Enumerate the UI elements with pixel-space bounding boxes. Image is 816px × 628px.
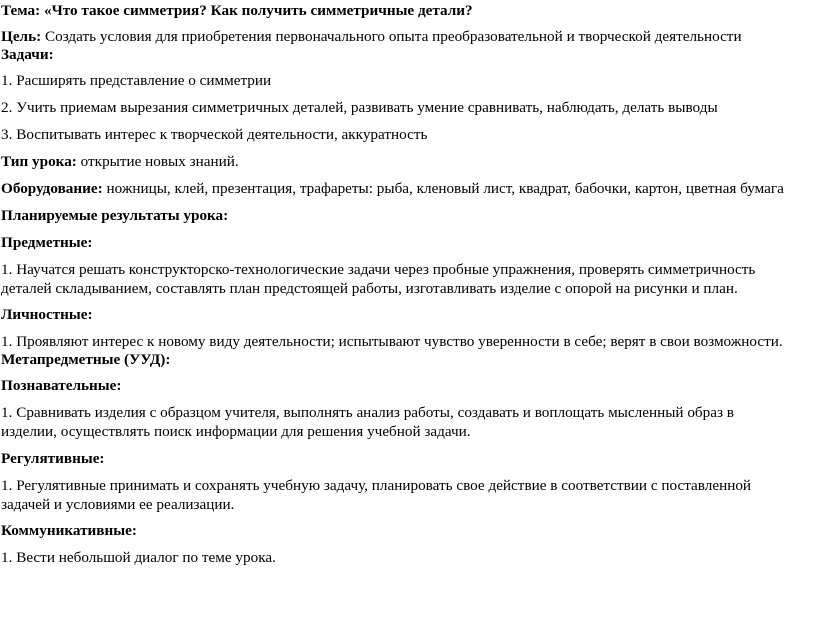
equipment-line	[1, 180, 784, 198]
lesson-type-line	[1, 153, 239, 171]
regulative-heading: Регулятивные:	[1, 450, 105, 467]
lesson-type-text: открытие новых знаний.	[76, 153, 239, 170]
goal-line	[1, 28, 742, 46]
subject-heading: Предметные:	[1, 234, 93, 251]
task-item-2: 2. Учить приемам вырезания симметричных деталей, развивать умение сравнивать, наблюдать, делать выводы	[1, 99, 718, 116]
lesson-type-label: Тип урока:	[1, 153, 77, 170]
subject-line-2: деталей складыванием, составлять план предстоящей работы, изготавливать изделие с опорой на рисунки и план.	[1, 280, 738, 297]
topic-line	[1, 2, 473, 20]
communicative-heading: Коммуникативные:	[1, 522, 137, 539]
personal-line-1: 1. Проявляют интерес к новому виду деятельности; испытывают чувство уверенности в себе; верят в свои возможности.	[1, 333, 783, 350]
goal-label: Цель:	[1, 28, 42, 45]
cognitive-heading: Познавательные:	[1, 377, 122, 394]
personal-heading: Личностные:	[1, 306, 93, 323]
goal-text: Создать условия для приобретения первоначального опыта преобразовательной и творческой деятельности	[41, 28, 742, 45]
cognitive-line-1: 1. Сравнивать изделия с образцом учителя, выполнять анализ работы, создавать и воплощать мысленный образ в	[1, 404, 734, 421]
equipment-text: ножницы, клей, презентация, трафареты: рыба, кленовый лист, квадрат, бабочки, картон, цветная бумага	[102, 180, 784, 197]
tasks-heading: Задачи:	[1, 46, 54, 63]
topic-text: «Что такое симметрия? Как получить симметричные детали?	[40, 2, 473, 19]
topic-label: Тема:	[1, 2, 41, 19]
equipment-label: Оборудование:	[1, 180, 103, 197]
cognitive-line-2: изделии, осуществлять поиск информации для решения учебной задачи.	[1, 423, 471, 440]
results-heading: Планируемые результаты урока:	[1, 207, 229, 224]
communicative-line-1: 1. Вести небольшой диалог по теме урока.	[1, 549, 276, 566]
subject-line-1: 1. Научатся решать конструкторско-технологические задачи через пробные упражнения, проверять симметричность	[1, 261, 756, 278]
task-item-3: 3. Воспитывать интерес к творческой деятельности, аккуратность	[1, 126, 428, 143]
regulative-line-1: 1. Регулятивные принимать и сохранять учебную задачу, планировать свое действие в соответствии с поставленной	[1, 477, 752, 494]
regulative-line-2: задачей и условиями ее реализации.	[1, 496, 235, 513]
meta-heading: Метапредметные (УУД):	[1, 351, 171, 368]
task-item-1: 1. Расширять представление о симметрии	[1, 72, 272, 89]
